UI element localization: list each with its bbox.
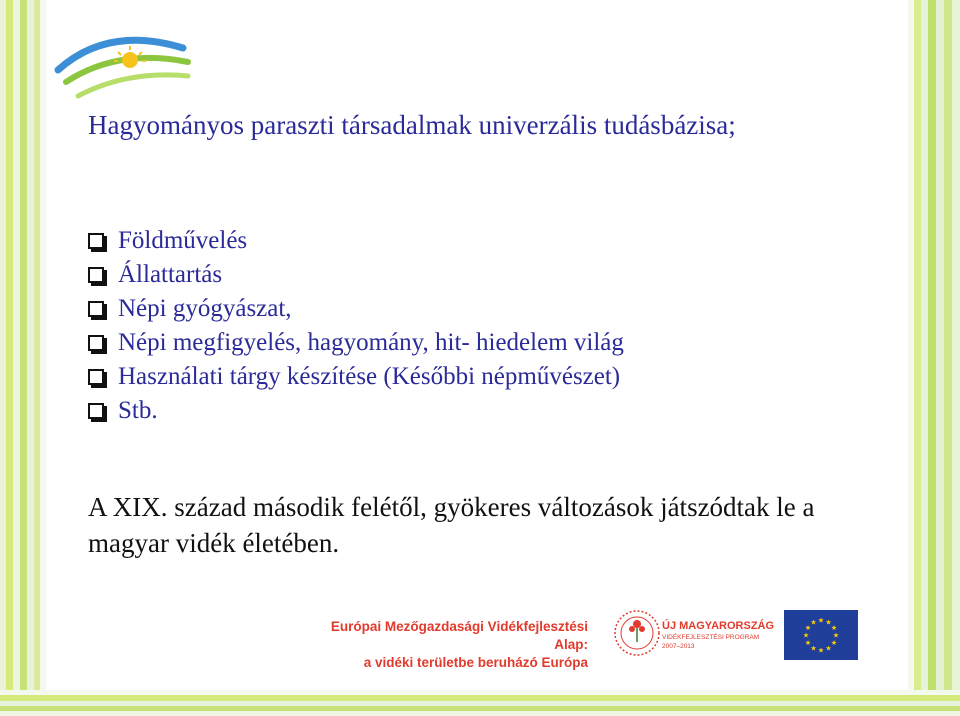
list-item-text: Földművelés <box>118 227 248 254</box>
list-item-text: Népi gyógyászat, <box>118 295 292 322</box>
program-logo-subtitle: VIDÉKFEJLESZTÉSI PROGRAM <box>662 634 760 641</box>
decorative-stripe-bottom <box>0 690 960 716</box>
bullet-list <box>88 224 624 428</box>
checkbox-icon <box>88 403 104 419</box>
eu-star-icon: ★ <box>804 639 812 647</box>
eu-star-icon: ★ <box>830 624 838 632</box>
eafrd-caption <box>308 618 588 672</box>
slide-title: Hagyományos paraszti társadalmak univerzális tudásbázisa; <box>88 110 736 140</box>
eu-star-icon: ★ <box>804 624 812 632</box>
list-item <box>88 360 624 394</box>
body-paragraph: A XIX. század második felétől, gyökeres változások játszódtak le a magyar vidék életében. <box>88 492 815 558</box>
checkbox-icon <box>88 267 104 283</box>
eu-star-icon: ★ <box>810 644 817 653</box>
checkbox-icon <box>88 233 104 249</box>
eu-flag-icon <box>784 610 858 660</box>
checkbox-icon <box>88 301 104 317</box>
eu-star-icon: ★ <box>817 646 825 655</box>
eafrd-caption-line1: Európai Mezőgazdasági Vidékfejlesztési Alap: <box>330 619 588 652</box>
list-item <box>88 326 624 360</box>
list-item-text: Használati tárgy készítése (Későbbi népművészet) <box>118 363 621 390</box>
list-item <box>88 292 624 326</box>
program-logo-name: ÚJ MAGYARORSZÁG <box>662 620 775 632</box>
list-item-text: Népi megfigyelés, hagyomány, hit- hiedelem világ <box>118 329 624 356</box>
eu-star-icon: ★ <box>802 631 810 640</box>
list-item <box>88 394 624 428</box>
decorative-stripe-left <box>0 0 46 716</box>
eu-star-icon: ★ <box>825 644 832 653</box>
list-item-text: Stb. <box>118 397 158 424</box>
sun-landscape-logo-icon <box>48 30 198 110</box>
checkbox-icon <box>88 335 104 351</box>
list-item <box>88 258 624 292</box>
list-item <box>88 224 624 258</box>
program-logo-text <box>662 620 774 651</box>
program-logo-years: 2007–2013 <box>662 643 695 650</box>
eu-star-icon: ★ <box>832 631 840 640</box>
list-item-text: Állattartás <box>118 261 223 288</box>
decorative-stripe-right <box>908 0 960 716</box>
eu-star-icon: ★ <box>817 616 825 625</box>
checkbox-icon <box>88 369 104 385</box>
flower-circle-logo-icon <box>612 608 662 658</box>
eu-star-icon: ★ <box>810 618 817 627</box>
eu-star-icon: ★ <box>825 618 832 627</box>
eafrd-caption-line2: a vidéki területbe beruházó Európa <box>363 655 588 670</box>
footer-logos <box>300 602 870 670</box>
eu-star-icon: ★ <box>830 639 838 647</box>
